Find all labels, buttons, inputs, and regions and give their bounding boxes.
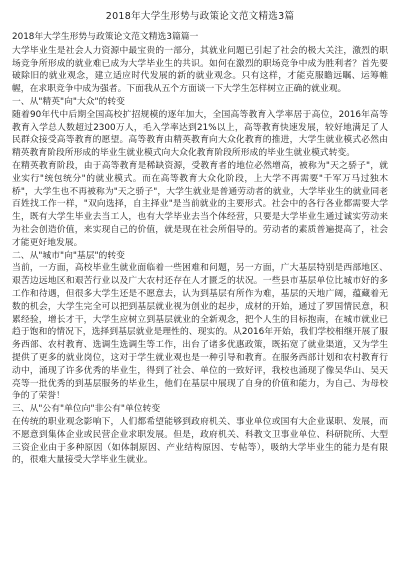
paragraph: 当前，一方面，高校毕业生就业面临着一些困难和问题，另一方面，广大基层特别是西部地区、艰苦边远地区和艰苦行业以及广大农村还存在人才匮乏的状况。一些县市基层单位比城市好的多工作和待遇，但很多大学生还是不愿意去，认为到基层有所作为难，基层的天地广阔，蕴藏着无数的机会，大学生完全可以把到基层就业视为创业的起步，成材的开始，通过了罗国情民意，积累经验，增长才干，大学生应树立到基层就业的全新观念，把个人生的目标抱南，在城市就业已趋于饱和的情况下，选择到基层就业是理性的、现实的。从2016年开始，我们学校相继开展了服务西部、农村教育、选调生选调生等工作，出台了诸多优惠政策，既拓宽了就业渠道，又为学生提供了更多的就业岗位，这对于学生就业观也是一种引导和教育。在服务西部计划和农村教育行动中，涌现了许多优秀的毕业生，得到了社会、单位的一致好评，我校也涌现了像吴华山、吴天亮等一批优秀的到基层服务的毕业生，他们在基层中展现了自身的价值和能力，为自己、为母校争的了荣誉！ xyxy=(12,263,388,402)
paragraph: 在传统的职业观念影响下，人们都希望能够到政府机关、事业单位或国有大企业谋职、发展，而不愿意到集体企业或民营企业求职发展。但是，政府机关、科教文卫事业单位、科研院所、大型三资企业由于多种原因（如体制原因、产业结构原因、专帖等），吸纳大学毕业生的能力是有限的，很难大量接受大学毕业生就业。 xyxy=(12,416,388,466)
section-heading: 三、从"公有"单位向"非公有"单位转变 xyxy=(12,404,161,415)
paragraph: 随着90年代中后期全国高校扩招规模的逐年加大，全国高等教育入学率居于高位，2016年高等教育入学总人数超过2300万人，毛入学率达到21%以上，高等教育快速发展，较好地满足了人民群众接受高等教育的愿望。高等教育由精英教育向大众化教育的推进，大学生就业模式必然由精英教育阶段所形成的毕业生就业模式向大众化教育阶段所形成的毕业生就业模式转变。 xyxy=(12,109,388,159)
document-subtitle: 2018年大学生形势与政策论文范文精选3篇篇一 xyxy=(12,32,199,42)
section-heading: 二、从"城市"向"基层"的转变 xyxy=(12,250,125,261)
section-heading: 一、从"精英"向"大众"的转变 xyxy=(12,96,125,107)
document-body xyxy=(12,45,388,467)
paragraph: 大学毕业生是社会人力资源中最宝贵的一部分，其就业问题已引起了社会的极大关注，激烈的职场竞争所形成的就业难已成为大学毕业生的共识。如何在激烈的职场竞争中成为胜利者？首先要破除旧的就业观念，建立适应时代发展的新的就业观念。只有这样，才能克服瞻远瞩、运筹帷幄，在求职竞争中成为强者。下面我从五个方面谈一下大学生怎样树立正确的就业观。 xyxy=(12,45,388,95)
paragraph: 在精英教育阶段，由于高等教育是稀缺资源，受教育者的地位必然增高，被称为"天之骄子"，就业实行"统包统分"的就业模式。而在高等教育大众化阶段，上大学不再需要"千军万马过独木桥"，大学生也不再被称为"天之骄子"，大学生就业是普通劳动者的就业，大学毕业生的就业同老百姓找工作一样，"双向选择，自主择业"是当前就业的主要形式。社会中的各行各业都需要大学生，既有大学生毕业去当工人，也有大学毕业去当个体经营，只要是大学毕业生通过诚实劳动来为社会创造价值，来实现自己的价值，就是现在社会所倡导的。劳动者的素质普遍提高了，社会才能更好地发展。 xyxy=(12,160,388,248)
document-title: 2018年大学生形势与政策论文范文精选3篇 xyxy=(105,11,295,22)
